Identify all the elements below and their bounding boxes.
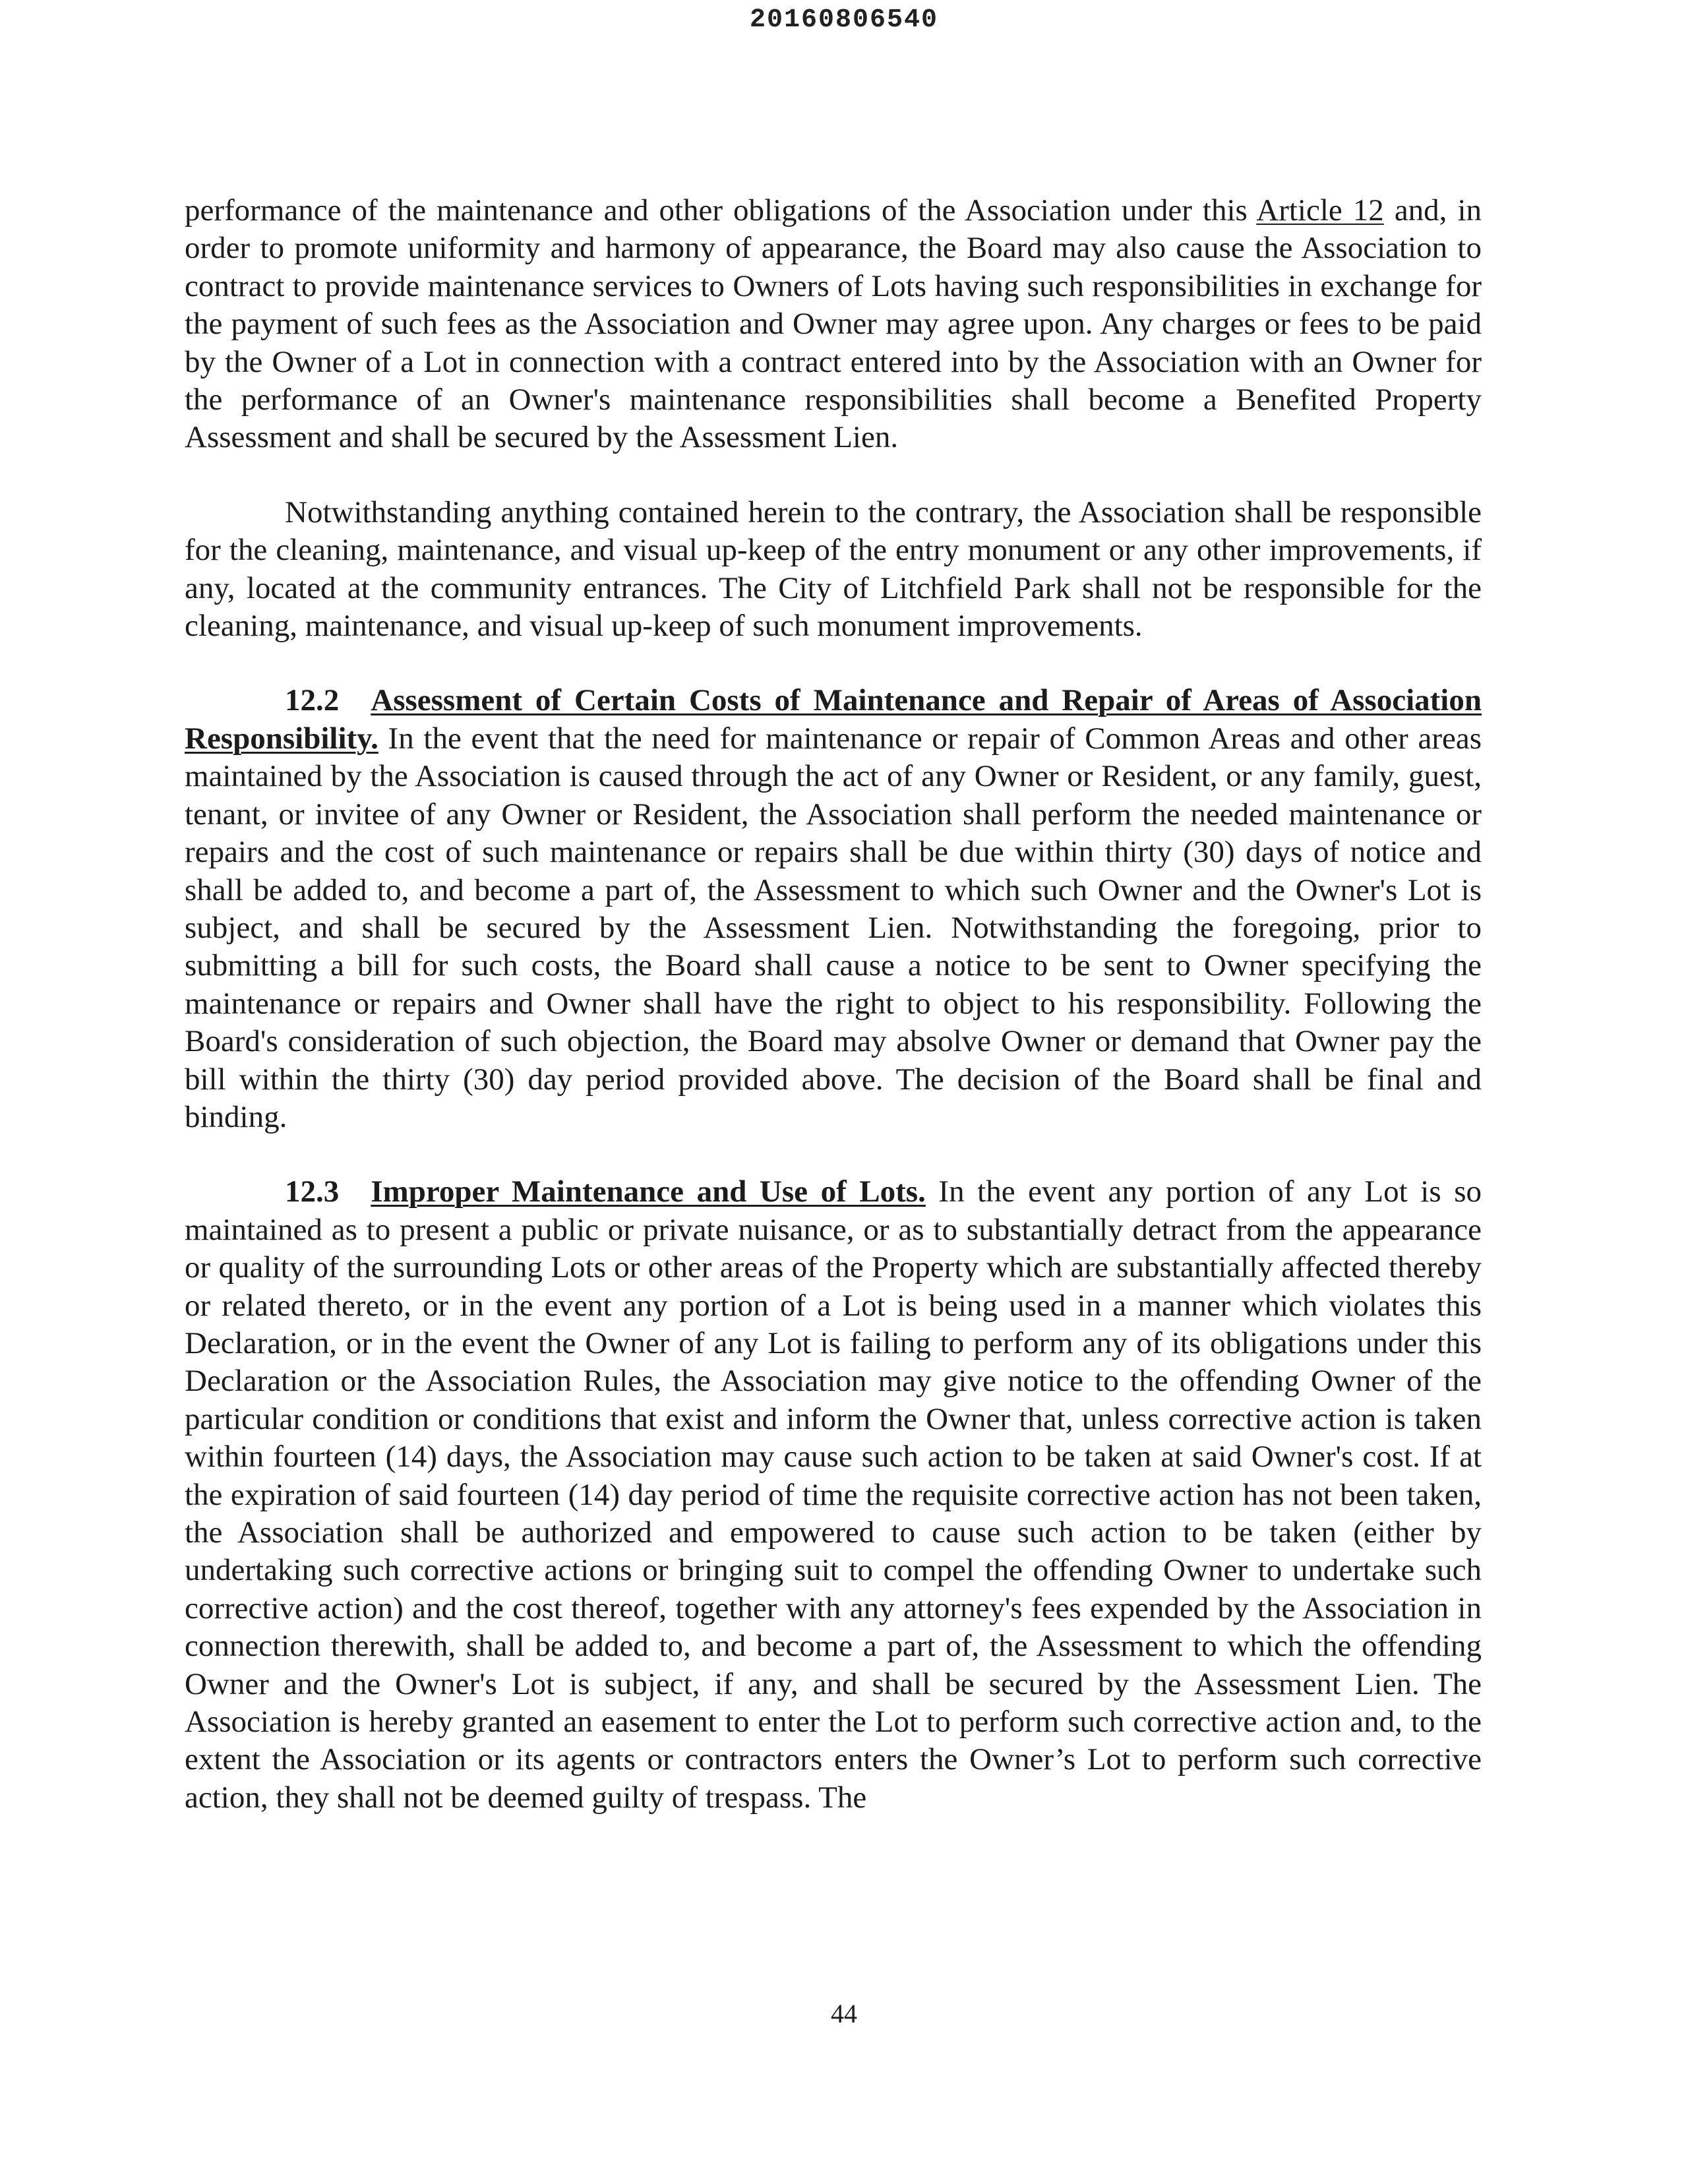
paragraph-text: Notwithstanding anything contained herein to the contrary, the Association shall be responsible for the cleaning, maintenance, and visual up-keep of the entry monument or any other improvements, if any, located at the community entrances. The City of Litchfield Park shall not be responsible for the cleaning, maintenance, and visual up-keep of such monument improvements. xyxy=(185,495,1482,644)
paragraph-text: and, in order to promote uniformity and harmony of appearance, the Board may also cause the Association to contract to provide maintenance services to Owners of Lots having such responsibilities in exchange for the payment of such fees as the Association and Owner may agree upon. Any charges or fees to be paid by the Owner of a Lot in connection with a contract entered into by the Association with an Owner for the performance of an Owner's maintenance responsibilities shall become a Benefited Property Assessment and shall be secured by the Assessment Lien. xyxy=(185,193,1482,455)
section-text: In the event any portion of any Lot is so maintained as to present a public or private nuisance, or as to substantially detract from the appearance or quality of the surrounding Lots or other areas of the Property which are substantially affected thereby or related thereto, or in the event any portion of a Lot is being used in a manner which violates this Declaration, or in the event the Owner of any Lot is failing to perform any of its obligations under this Declaration or the Association Rules, the Association may give notice to the offending Owner of the particular condition or conditions that exist and inform the Owner that, unless corrective action is taken within fourteen (14) days, the Association may cause such action to be taken at said Owner's cost. If at the expiration of said fourteen (14) day period of time the requisite corrective action has not been taken, the Association shall be authorized and empowered to cause such action to be taken (either by undertaking such corrective actions or bringing suit to compel the offending Owner to undertake such corrective action) and the cost thereof, together with any attorney's fees expended by the Association in connection therewith, shall be added to, and become a part of, the Assessment to which the offending Owner and the Owner's Lot is subject, if any, and shall be secured by the Assessment Lien. The Association is hereby granted an easement to enter the Lot to perform such corrective action and, to the extent the Association or its agents or contractors enters the Owner’s Lot to perform such corrective action, they shall not be deemed guilty of trespass. The xyxy=(185,1174,1482,1815)
section-number: 12.3 xyxy=(285,1174,340,1209)
paragraph-entry-monument xyxy=(185,494,1482,646)
document-body xyxy=(185,192,1482,1854)
article-12-reference: Article 12 xyxy=(1256,193,1384,228)
section-heading: Improper Maintenance and Use of Lots xyxy=(371,1174,919,1209)
section-text: In the event that the need for maintenance or repair of Common Areas and other areas maintained by the Association is caused through the act of any Owner or Resident, or any family, guest, tenant, or invitee of any Owner or Resident, the Association shall perform the needed maintenance or repairs and the cost of such maintenance or repairs shall be due within thirty (30) days of notice and shall be added to, and become a part of, the Assessment to which such Owner and the Owner's Lot is subject, and shall be secured by the Assessment Lien. Notwithstanding the foregoing, prior to submitting a bill for such costs, the Board shall cause a notice to be sent to Owner specifying the maintenance or repairs and Owner shall have the right to object to his responsibility. Following the Board's consideration of such objection, the Board may absolve Owner or demand that Owner pay the bill within the thirty (30) day period provided above. The decision of the Board shall be final and binding. xyxy=(185,721,1482,1134)
page-number: 44 xyxy=(831,1999,857,2028)
section-12-3 xyxy=(185,1173,1482,1817)
section-heading-period: . xyxy=(918,1174,926,1209)
section-heading: Assessment of Certain Costs of Maintenance and Repair of Areas of Association Responsibility xyxy=(185,683,1482,756)
section-12-2 xyxy=(185,682,1482,1136)
section-heading-period: . xyxy=(371,721,378,756)
paragraph-text: performance of the maintenance and other obligations of the Association under this xyxy=(185,193,1257,228)
document-number: 20160806540 xyxy=(749,5,939,35)
paragraph-maintenance-contracts xyxy=(185,192,1482,457)
section-number: 12.2 xyxy=(285,683,340,718)
